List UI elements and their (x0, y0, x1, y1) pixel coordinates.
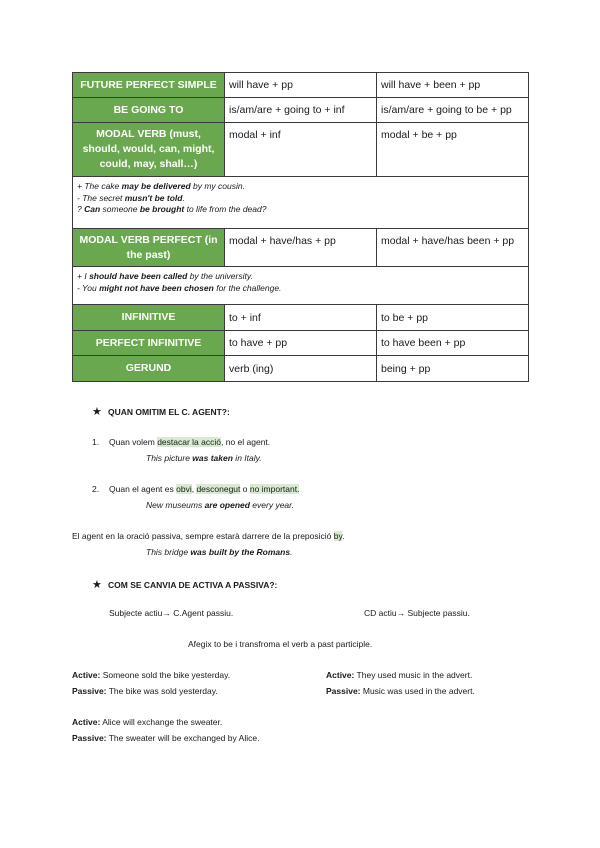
list-item: 2. Quan el agent es obvi, desconegut o no important. (92, 484, 300, 494)
table-row (73, 73, 529, 98)
omit-agent-heading: ★ QUAN OMITIM EL C. AGENT?: (92, 406, 230, 418)
tense-label: PERFECT INFINITIVE (73, 331, 225, 356)
example-active: Active: Alice will exchange the sweater. (72, 717, 223, 727)
passive-voice-table (72, 72, 529, 382)
active-form: will have + pp (225, 73, 377, 98)
active-form: to + inf (225, 305, 377, 331)
transform-note: Afegix to be i transfroma el verb a past participle. (188, 639, 373, 649)
perfect-examples (73, 267, 529, 305)
table-row (73, 229, 529, 267)
passive-form: being + pp (377, 356, 529, 382)
active-form: to have + pp (225, 331, 377, 356)
passive-form: is/am/are + going to be + pp (377, 98, 529, 123)
star-icon: ★ (92, 406, 102, 418)
table-row-examples (73, 177, 529, 229)
example-line: - The secret musn't be told. (77, 192, 185, 203)
active-to-passive-heading: ★ COM SE CANVIA DE ACTIVA A PASSIVA?: (92, 579, 278, 591)
example-line: + I should have been called by the university. (77, 271, 253, 281)
table-row (73, 356, 529, 382)
tense-label: MODAL VERB PERFECT (in the past) (73, 229, 225, 267)
tense-label: FUTURE PERFECT SIMPLE (73, 73, 225, 98)
rule-right: CD actiu→ Subjecte passiu. (364, 608, 470, 618)
example-passive: Passive: Music was used in the advert. (326, 686, 475, 696)
tense-label: GERUND (73, 356, 225, 382)
example-active: Active: They used music in the advert. (326, 670, 473, 680)
example-passive: Passive: The bike was sold yesterday. (72, 686, 218, 696)
active-form: modal + have/has + pp (225, 229, 377, 267)
passive-form: will have + been + pp (377, 73, 529, 98)
example-line: + The cake may be delivered by my cousin. (77, 181, 245, 191)
rule-left: Subjecte actiu→ C.Agent passiu. (109, 608, 234, 618)
example-line: ? Can someone be brought to life from the dead? (77, 204, 267, 214)
example-sentence: This bridge was built by the Romans. (146, 547, 293, 557)
tense-label: BE GOING TO (73, 98, 225, 123)
passive-form: modal + have/has been + pp (377, 229, 529, 267)
example-sentence: New museums are opened every year. (146, 500, 295, 510)
table-row (73, 123, 529, 177)
tense-label: INFINITIVE (73, 305, 225, 331)
agent-rule: El agent en la oració passiva, sempre estarà darrere de la preposició by. (72, 531, 345, 541)
table-row (73, 331, 529, 356)
table-row (73, 305, 529, 331)
passive-form: to be + pp (377, 305, 529, 331)
active-form: is/am/are + going to + inf (225, 98, 377, 123)
tense-label: MODAL VERB (must, should, would, can, might, could, may, shall…) (73, 123, 225, 177)
passive-form: to have been + pp (377, 331, 529, 356)
passive-form: modal + be + pp (377, 123, 529, 177)
list-item: 1. Quan volem destacar la acció, no el agent. (92, 437, 271, 447)
example-passive: Passive: The sweater will be exchanged by Alice. (72, 733, 260, 743)
example-line: - You might not have been chosen for the challenge. (77, 282, 282, 293)
example-active: Active: Someone sold the bike yesterday. (72, 670, 231, 680)
modal-examples (73, 177, 529, 229)
star-icon: ★ (92, 579, 102, 591)
table-row (73, 98, 529, 123)
active-form: verb (ing) (225, 356, 377, 382)
table-row-examples (73, 267, 529, 305)
active-form: modal + inf (225, 123, 377, 177)
example-sentence: This picture was taken in Italy. (146, 453, 262, 463)
